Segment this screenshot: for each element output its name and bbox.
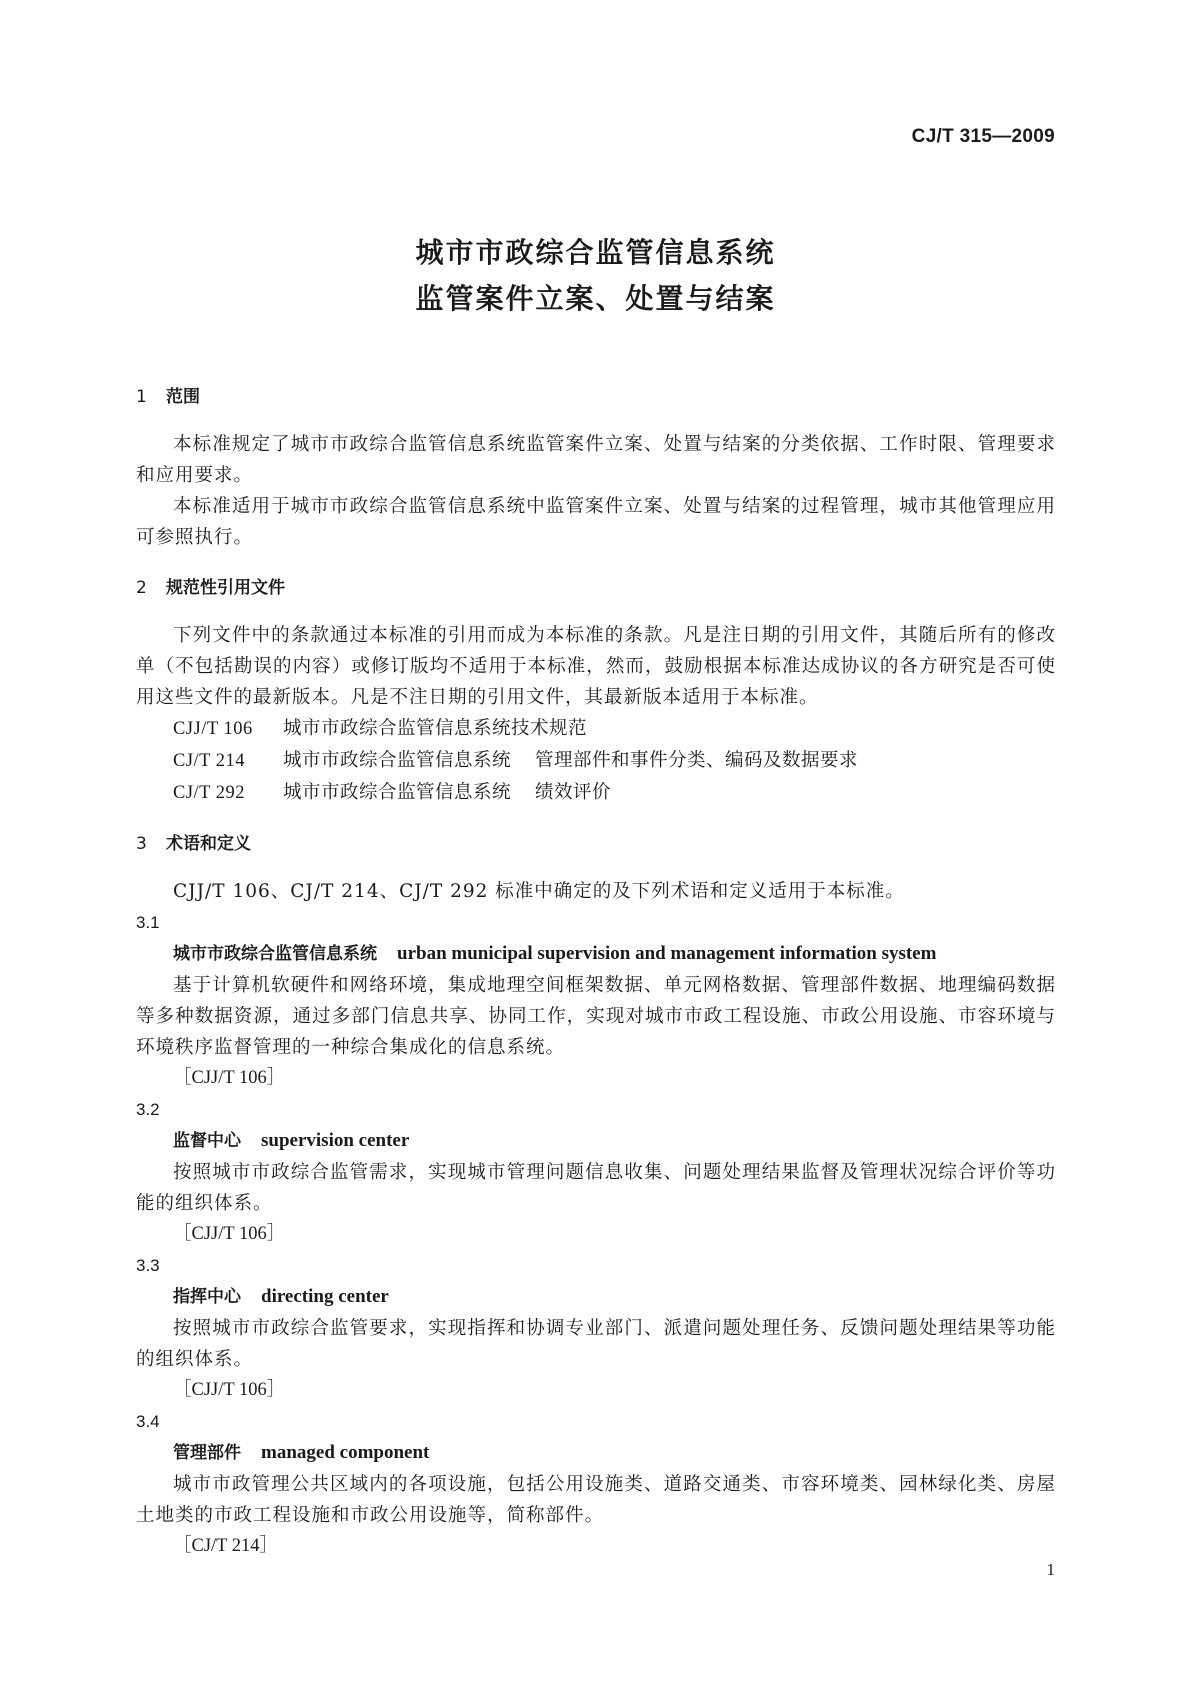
page-number: 1	[1046, 1560, 1055, 1579]
term-heading: 监督中心 supervision center	[173, 1130, 410, 1151]
term-number: 3.2	[136, 1100, 160, 1119]
term-definition: 基于计算机软硬件和网络环境，集成地理空间框架数据、单元网格数据、管理部件数据、地理编码数据等多种数据资源，通过多部门信息共享、协同工作，实现对城市市政工程设施、市政公用设施、市容环境与环境秩序监督管理的一种综合集成化的信息系统。	[136, 975, 1056, 1058]
title-line-2: 监管案件立案、处置与结案	[415, 282, 776, 315]
term-heading: 指挥中心 directing center	[173, 1286, 389, 1307]
document-title	[0, 230, 1191, 322]
standard-code: CJ/T 315—2009	[911, 126, 1055, 147]
term-source: ［CJJ/T 106］	[173, 1380, 286, 1400]
term-number: 3.4	[136, 1412, 160, 1431]
reference-item: CJJ/T 106 城市市政综合监管信息系统技术规范	[173, 718, 588, 739]
section-2-paragraph-1: 下列文件中的条款通过本标准的引用而成为本标准的条款。凡是注日期的引用文件，其随后所有的修改单（不包括勘误的内容）或修订版均不适用于本标准，然而，鼓励根据本标准达成协议的各方研究是否可使用这些文件的最新版本。凡是不注日期的引用文件，其最新版本适用于本标准。	[136, 625, 1056, 708]
section-1-paragraph-1: 本标准规定了城市市政综合监管信息系统监管案件立案、处置与结案的分类依据、工作时限、管理要求和应用要求。	[136, 434, 1056, 486]
section-1-heading: 1 范围	[136, 387, 200, 407]
section-1-paragraph-2: 本标准适用于城市市政综合监管信息系统中监管案件立案、处置与结案的过程管理，城市其他管理应用可参照执行。	[136, 496, 1056, 548]
term-source: ［CJ/T 214］	[173, 1536, 279, 1556]
term-heading: 管理部件 managed component	[173, 1442, 430, 1463]
term-source: ［CJJ/T 106］	[173, 1068, 286, 1088]
reference-item: CJ/T 292 城市市政综合监管信息系统 绩效评价	[173, 782, 612, 803]
reference-item: CJ/T 214 城市市政综合监管信息系统 管理部件和事件分类、编码及数据要求	[173, 750, 859, 771]
term-definition: 按照城市市政综合监管需求，实现城市管理问题信息收集、问题处理结果监督及管理状况综合评价等功能的组织体系。	[136, 1162, 1056, 1214]
section-2-heading: 2 规范性引用文件	[136, 578, 285, 598]
document-body	[136, 382, 1056, 1562]
section-3-paragraph-1: CJJ/T 106、CJ/T 214、CJ/T 292 标准中确定的及下列术语和定义适用于本标准。	[173, 881, 905, 902]
term-number: 3.3	[136, 1256, 160, 1275]
section-3-heading: 3 术语和定义	[136, 834, 251, 854]
term-number: 3.1	[136, 913, 160, 932]
title-line-1: 城市市政综合监管信息系统	[415, 236, 776, 269]
term-definition: 按照城市市政综合监管要求，实现指挥和协调专业部门、派遣问题处理任务、反馈问题处理结果等功能的组织体系。	[136, 1318, 1056, 1370]
term-source: ［CJJ/T 106］	[173, 1224, 286, 1244]
term-definition: 城市市政管理公共区域内的各项设施，包括公用设施类、道路交通类、市容环境类、园林绿化类、房屋土地类的市政工程设施和市政公用设施等，简称部件。	[136, 1474, 1056, 1526]
term-heading: 城市市政综合监管信息系统 urban municipal supervision and management information system	[173, 943, 937, 964]
